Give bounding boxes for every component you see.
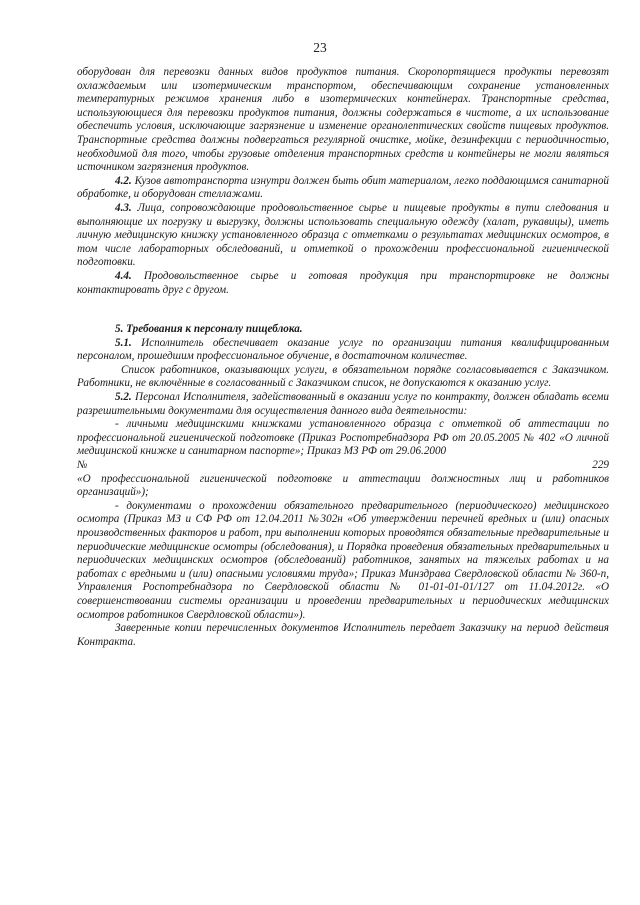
paragraph-5-2 (77, 391, 609, 418)
bullet-medical-exams: - документами о прохождении обязательного предварительного (периодического) медицинского осмотра (Приказ МЗ и СФ РФ от 12.04.2011 №302н «Об утверждении перечней вредных и (или) опасных производственных факторов и работ, при выполнении которых проводятся обязательные предварительные и периодические медицинские осмотры (обследования), и Порядка проведения обязательных предварительных и периодических медицинских осмотров (обследований) работников, занятых на тяжелых работах и на работах с вредными и (или) опасными условиями труда»; Приказ Минздрава Свердловской области № 360-п, Управления Роспотребнадзора по Свердловской области № 01-01-01-01/127 от 11.04.2012г. «О совершенствовании системы организации и проведении предварительных и периодических медицинских осмотров работников Свердловской области»). (77, 499, 609, 621)
clause-number: 4.3. (115, 201, 132, 214)
clause-number: 5.2. (115, 391, 132, 404)
clause-text: Персонал Исполнителя, задействованный в оказании услуг по контракту, должен обладать всеми разрешительными документами для осуществления данного вида деятельности: (77, 391, 609, 417)
clause-text: Исполнитель обеспечивает оказание услуг по организации питания квалифицированным персоналом, прошедшим профессиональное обучение, в достаточном количестве. (77, 336, 609, 363)
page-number: 23 (313, 40, 327, 55)
clause-text: Кузов автотранспорта изнутри должен быть обит материалом, легко поддающимся санитарной обработке, и оборудован стеллажами. (77, 174, 609, 201)
clause-text: Продовольственное сырье и готовая продукция при транспортировке не должны контактировать друг с другом. (77, 269, 609, 296)
clause-number: 5.1. (115, 336, 132, 349)
bullet-medical-books-cont: «О профессиональной гигиенической подготовке и аттестации должностных лиц и работников организаций»); (77, 472, 609, 499)
paragraph-staff-list: Список работников, оказывающих услуги, в обязательном порядке согласовывается с Заказчиком. Работники, не включённые в согласованный с Заказчиком список, не допускаются к оказанию услуг. (77, 363, 609, 390)
bullet-order-number-line (77, 459, 609, 473)
order-number: 229 (592, 459, 609, 472)
paragraph-4-4 (77, 270, 609, 297)
section-heading: 5. Требования к персоналу пищеблока. (115, 323, 303, 336)
paragraph-transport: оборудован для перевозки данных видов продуктов питания. Скоропортящиеся продукты перевозят охлаждаемым или изотермическим транспортом, обеспечивающим сохранение установленных температурных режимов хранения либо в изотермических контейнерах. Транспортные средства, используюющиеся для перевозки продуктов питания, должны содержаться в чистоте, а их использование обеспечить условия, исключающие загрязнение и изменение органолептических свойств пищевых продуктов. Транспортные средства должны подвергаться регулярной очистке, мойке, дезинфекции с периодичностью, необходимой для того, чтобы грузовые отделения транспортных средств и контейнеры не могли являться источником загрязнения продуктов. (77, 66, 609, 174)
paragraph-4-3 (77, 202, 609, 270)
section-gap (77, 297, 609, 323)
page-content (77, 66, 609, 649)
bullet-medical-books: - личными медицинскими книжками установленного образца с отметкой об аттестации по профессиональной гигиенической подготовке (Приказ Роспотребнадзора РФ от 20.05.2005 № 402 «О личной медицинской книжке и санитарном паспорте»; Приказ МЗ РФ от 29.06.2000 (77, 418, 609, 458)
paragraph-5-1 (77, 337, 609, 364)
number-sign: № (77, 459, 88, 472)
clause-number: 4.2. (115, 174, 132, 187)
paragraph-4-2 (77, 175, 609, 202)
paragraph-certified-copies: Заверенные копии перечисленных документов Исполнитель передает Заказчику на период действия Контракта. (77, 622, 609, 648)
clause-text: Лица, сопровождающие продовольственное сырье и пищевые продукты в пути следования и выполняющие их погрузку и выгрузку, должны использовать специальную одежду (халат, рукавицы), иметь личную медицинскую книжку установленного образца с отметками о результатах медицинских осмотров, в том числе лабораторных обследований, и отметкой о прохождении профессиональной гигиенической подготовки. (77, 201, 609, 269)
clause-number: 4.4. (115, 269, 132, 282)
